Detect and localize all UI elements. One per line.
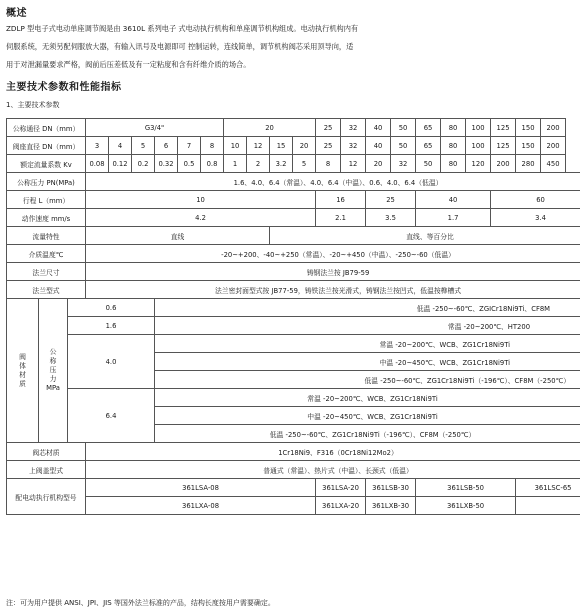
stroke-cell: 40	[416, 191, 491, 209]
bonnet-value: 普通式（常温）、热片式（中温）、长颈式（低温）	[86, 461, 580, 479]
kv-cell: 80	[441, 155, 466, 173]
kv-cell: 450	[541, 155, 566, 173]
flow-label: 流量特性	[7, 227, 86, 245]
stroke-cell: 16	[316, 191, 366, 209]
seat-cell: 4	[109, 137, 132, 155]
pressure-value: 6.4	[68, 389, 155, 443]
stroke-cell: 25	[366, 191, 416, 209]
temp-value: -20~+200、-40~+250（常温）、-20~+450（中温）、-250~-60（低温）	[86, 245, 580, 263]
pressure-value: 4.0	[68, 335, 155, 389]
params-heading: 主要技术参数和性能指标	[6, 82, 122, 93]
kv-cell: 8	[316, 155, 341, 173]
material-cell: 常温 -20~200℃、WCB、ZG1Cr18Ni9Ti	[155, 335, 580, 353]
kv-cell: 32	[391, 155, 416, 173]
dn-cell: G3/4"	[86, 119, 224, 137]
core-row	[7, 443, 580, 461]
flange-size-value: 铸钢法兰按 JB79-59	[86, 263, 580, 281]
temp-label: 介质温度℃	[7, 245, 86, 263]
dn-cell: 125	[491, 119, 516, 137]
kv-row	[7, 155, 580, 173]
actuator-cell: 361LXB-30	[366, 497, 416, 515]
seat-cell: 25	[316, 137, 341, 155]
kv-cell: 0.32	[155, 155, 178, 173]
actuator-cell-empty	[516, 497, 580, 515]
dn-label: 公称通径 DN（mm）	[7, 119, 86, 137]
material-cell: 中温 -20~450℃、WCB、ZG1Cr18Ni9Ti	[155, 353, 580, 371]
flow-row	[7, 227, 580, 245]
flow-cell: 直线	[86, 227, 270, 245]
spec-table	[6, 118, 580, 515]
actuator-cell: 361LSA-20	[316, 479, 366, 497]
kv-cell: 0.5	[178, 155, 201, 173]
actuator-cell: 361LSB-50	[416, 479, 516, 497]
kv-cell: 5	[293, 155, 316, 173]
core-value: 1Cr18Ni9、F316（0Cr18Ni12Mo2）	[86, 443, 580, 461]
seat-cell: 10	[224, 137, 247, 155]
actuator-cell: 361LSC-65	[516, 479, 580, 497]
material-cell: 低温 -250~-60℃、ZGICr18Ni9Ti、CF8M	[155, 299, 580, 317]
kv-cell: 3.2	[270, 155, 293, 173]
kv-cell: 0.12	[109, 155, 132, 173]
seat-cell: 7	[178, 137, 201, 155]
overview-line-2: 伺服系统，无须另配伺服放大器，有输入讯号及电源即可 控制运转，连线简单，调节机构阀芯采用顶导向，适	[6, 42, 354, 51]
kv-cell: 12	[341, 155, 366, 173]
speed-label: 动作速度 mm/s	[7, 209, 86, 227]
material-cell: 中温 -20~450℃、WCB、ZG1Cr18Ni9Ti	[155, 407, 580, 425]
seat-cell: 65	[416, 137, 441, 155]
material-row-06	[7, 299, 580, 317]
seat-cell: 5	[132, 137, 155, 155]
overview-line-3: 用于对泄漏量要求严格，阀前后压差低及有一定粘度和含有纤维介质的场合。	[6, 60, 251, 69]
kv-cell: 0.08	[86, 155, 109, 173]
kv-cell: 2	[247, 155, 270, 173]
pressure-value: 1.6	[68, 317, 155, 335]
actuator-cell: 361LXB-50	[416, 497, 516, 515]
material-cell: 常温 -20~200℃、WCB、ZG1Cr18Ni9Ti	[155, 389, 580, 407]
material-row-64	[7, 389, 580, 407]
stroke-label: 行程 L（mm）	[7, 191, 86, 209]
body-material-label: 阀 体 材 质	[7, 299, 39, 443]
kv-cell: 0.8	[201, 155, 224, 173]
actuator-row-1	[7, 479, 580, 497]
seat-cell: 8	[201, 137, 224, 155]
seat-cell: 125	[491, 137, 516, 155]
seat-cell: 100	[466, 137, 491, 155]
speed-cell: 3.5	[366, 209, 416, 227]
actuator-cell: 361LSA-08	[86, 479, 316, 497]
actuator-cell: 361LXA-08	[86, 497, 316, 515]
speed-cell: 2.1	[316, 209, 366, 227]
stroke-row	[7, 191, 580, 209]
actuator-label: 配电动执行机构型号	[7, 479, 86, 515]
flange-size-row	[7, 263, 580, 281]
flange-type-value: 法兰密封面型式按 JB77-59，铸铁法兰按光滑式，铸钢法兰按凹式，低温按榫槽式	[86, 281, 580, 299]
pn-label: 公称压力 PN(MPa)	[7, 173, 86, 191]
speed-cell: 4.2	[86, 209, 316, 227]
footnote: 注：可为用户提供 ANSI、JPI、JIS 等国外法兰标准的产品，结构长度按用户需要确定。	[6, 599, 275, 607]
seat-cell: 40	[366, 137, 391, 155]
params-subheading: 1、主要技术参数	[6, 101, 60, 109]
seat-cell: 20	[293, 137, 316, 155]
kv-cell: 120	[466, 155, 491, 173]
pn-row	[7, 173, 580, 191]
actuator-cell: 361LXA-20	[316, 497, 366, 515]
seat-cell: 200	[541, 137, 566, 155]
kv-cell: 1	[224, 155, 247, 173]
speed-cell: 3.4	[491, 209, 580, 227]
material-cell: 常温 -20~200℃、HT200	[155, 317, 580, 335]
kv-cell: 280	[516, 155, 541, 173]
dn-cell: 20	[224, 119, 316, 137]
dn-cell: 80	[441, 119, 466, 137]
material-row-16	[7, 317, 580, 335]
seat-row	[7, 137, 580, 155]
bonnet-label: 上阀盖型式	[7, 461, 86, 479]
seat-cell: 6	[155, 137, 178, 155]
seat-cell: 50	[391, 137, 416, 155]
material-cell: 低温 -250~-60℃、ZG1Cr18Ni9Ti（-196℃）、CF8M（-250℃）	[155, 425, 580, 443]
dn-cell: 100	[466, 119, 491, 137]
stroke-cell: 10	[86, 191, 316, 209]
flow-cell: 直线、等百分比	[270, 227, 580, 245]
material-cell: 低温 -250~-60℃、ZG1Cr18Ni9Ti（-196℃）、CF8M（-250℃）	[155, 371, 580, 389]
actuator-row-2	[7, 497, 580, 515]
seat-cell: 15	[270, 137, 293, 155]
flange-type-label: 法兰型式	[7, 281, 86, 299]
seat-cell: 80	[441, 137, 466, 155]
dn-cell: 40	[366, 119, 391, 137]
overview-heading: 概述	[6, 8, 27, 19]
actuator-cell: 361LSB-30	[366, 479, 416, 497]
pressure-label: 公 称 压 力 MPa	[39, 299, 68, 443]
dn-cell: 65	[416, 119, 441, 137]
dn-cell: 25	[316, 119, 341, 137]
flange-size-label: 法兰尺寸	[7, 263, 86, 281]
seat-cell: 3	[86, 137, 109, 155]
dn-row	[7, 119, 580, 137]
pn-value: 1.6、4.0、6.4（常温）、4.0、6.4（中温）、0.6、4.0、6.4（低温）	[86, 173, 580, 191]
speed-row	[7, 209, 580, 227]
speed-cell: 1.7	[416, 209, 491, 227]
dn-cell: 200	[541, 119, 566, 137]
seat-label: 阀座直径 DN（mm）	[7, 137, 86, 155]
dn-cell: 50	[391, 119, 416, 137]
temp-row	[7, 245, 580, 263]
core-label: 阀芯材质	[7, 443, 86, 461]
material-row-40	[7, 335, 580, 353]
seat-cell: 150	[516, 137, 541, 155]
kv-cell: 50	[416, 155, 441, 173]
kv-cell: 200	[491, 155, 516, 173]
overview-line-1: ZDLP 型电子式电动单座调节阀是由 3610L 系列电子 式电动执行机构和单座调节机构组成。电动执行机构内有	[6, 24, 359, 33]
flange-type-row	[7, 281, 580, 299]
dn-cell: 150	[516, 119, 541, 137]
kv-cell: 0.2	[132, 155, 155, 173]
seat-cell: 12	[247, 137, 270, 155]
kv-cell: 20	[366, 155, 391, 173]
seat-cell: 32	[341, 137, 366, 155]
dn-cell: 32	[341, 119, 366, 137]
stroke-cell: 60	[491, 191, 580, 209]
kv-label: 额定流量系数 Kv	[7, 155, 86, 173]
bonnet-row	[7, 461, 580, 479]
pressure-value: 0.6	[68, 299, 155, 317]
